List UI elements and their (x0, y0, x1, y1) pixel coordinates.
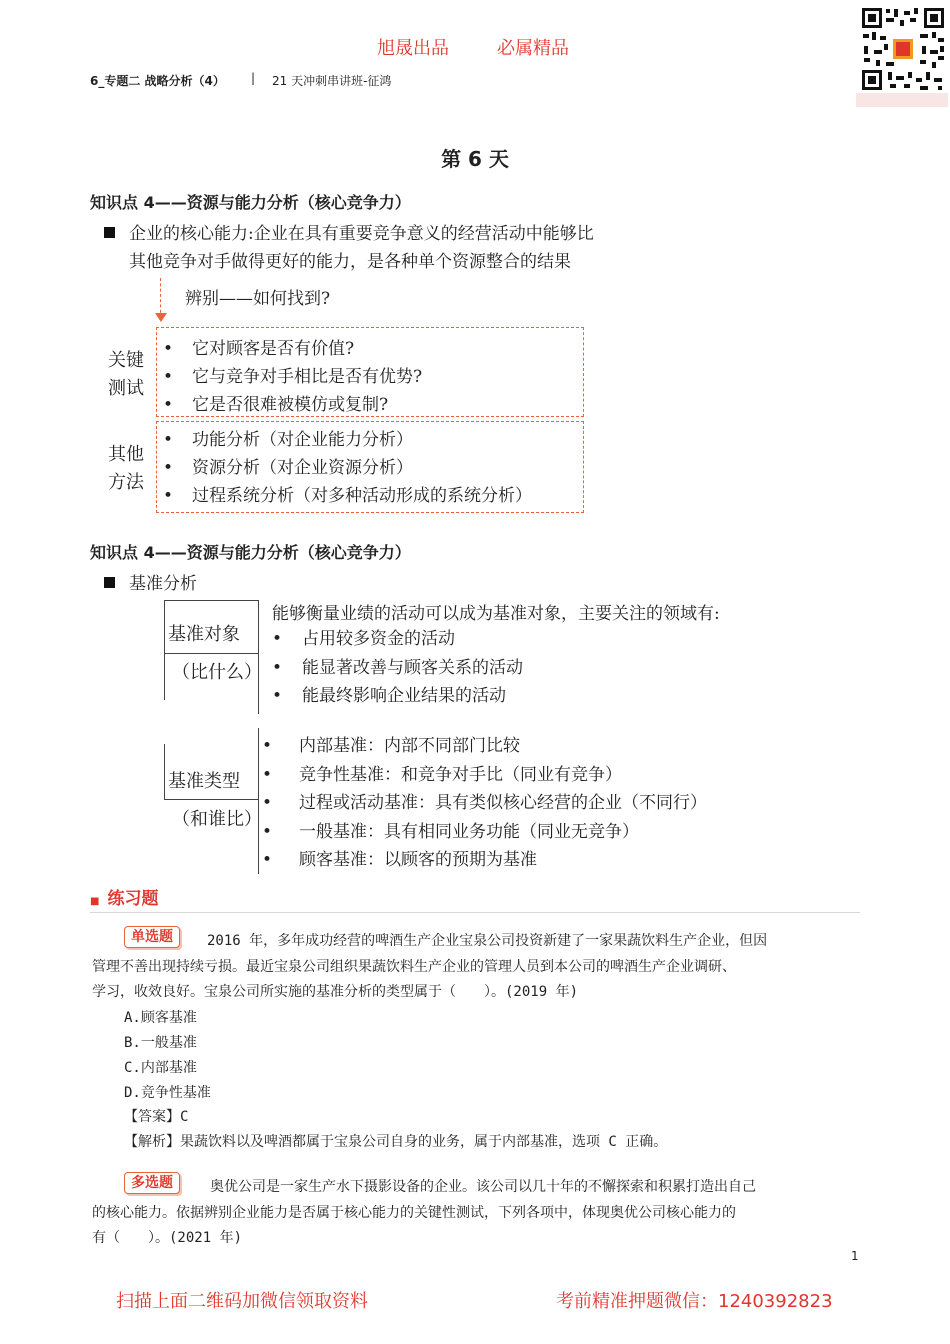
list-item: • 它与竞争对手相比是否有优势? (163, 367, 423, 387)
benchmark-object-intro: 能够衡量业绩的活动可以成为基准对象，主要关注的领域有: (272, 604, 720, 624)
benchmark-type-label: 基准类型 (168, 771, 240, 792)
kp1-definition-line1 (104, 219, 594, 244)
qr-caption-strip (856, 93, 948, 107)
course-name: 6_专题二 战略分析（4） (90, 74, 225, 88)
benchmark-object-sub: （比什么） (172, 662, 262, 683)
q2-stem-line1: 奥优公司是一家生产水下摄影设备的企业。该公司以几十年的不懈探索和积累打造出自己 (210, 1179, 756, 1195)
benchmark-type-sub: （和谁比） (172, 809, 262, 830)
option-d: D.竞争性基准 (124, 1085, 211, 1101)
list-item: • 它对顾客是否有价值? (163, 339, 355, 359)
practice-heading: ■ 练习题 (90, 889, 159, 909)
q1-stem-line1: 2016 年，多年成功经营的啤酒生产企业宝泉公司投资新建了一家果蔬饮料生产企业，但因 (207, 933, 768, 949)
key-test-list (163, 335, 422, 419)
benchmark-type-list (262, 732, 707, 875)
type-bracket-right (258, 728, 259, 874)
list-item: • 能显著改善与顾客关系的活动 (272, 657, 523, 678)
list-item: • 能最终影响企业结果的活动 (272, 686, 506, 706)
option-b: B.一般基准 (124, 1035, 197, 1051)
list-item: • 它是否很难被模仿或复制? (163, 395, 389, 415)
other-method-label-2: 方法 (108, 472, 144, 493)
footer-left: 扫描上面二维码加微信领取资料 (116, 1291, 368, 1312)
kp1-def-text1: 企业的核心能力:企业在具有重要竞争意义的经营活动中能够比 (129, 224, 594, 244)
other-method-label-1: 其他 (108, 444, 144, 465)
list-item: • 一般基准：具有相同业务功能（同业无竞争） (262, 821, 639, 842)
kp2-title: 知识点 4——资源与能力分析（核心竞争力） (90, 543, 411, 562)
class-name: 21 天冲刺串讲班-征鸿 (272, 74, 392, 88)
list-item: • 过程或活动基准：具有类似核心经营的企业（不同行） (262, 793, 707, 813)
list-item: • 资源分析（对企业资源分析） (163, 458, 413, 478)
benchmark-object-label: 基准对象 (168, 624, 240, 645)
small-square-icon: ■ (90, 896, 100, 907)
list-item: • 过程系统分析（对多种活动形成的系统分析） (163, 486, 532, 506)
object-bracket-right (258, 600, 259, 714)
square-bullet-icon (104, 227, 115, 238)
qr-code-image (860, 6, 946, 92)
footer-right: 考前精准押题微信：1240392823 (556, 1291, 833, 1312)
kp2-subtitle-text: 基准分析 (129, 574, 197, 594)
object-bracket-left (164, 600, 165, 700)
benchmark-object-list (272, 625, 523, 711)
list-item: • 功能分析（对企业能力分析） (163, 430, 413, 450)
page-number: 1 (851, 1249, 859, 1263)
list-item: • 内部基准：内部不同部门比较 (262, 736, 520, 756)
option-c: C.内部基准 (124, 1060, 197, 1076)
list-item: • 竞争性基准：和竞争对手比（同业有竞争） (262, 764, 622, 785)
option-a: A.顾客基准 (124, 1010, 197, 1026)
q1-answer: 【答案】C (124, 1109, 189, 1125)
q1-analysis: 【解析】果蔬饮料以及啤酒都属于宝泉公司自身的业务，属于内部基准，选项 C 正确。 (124, 1134, 668, 1150)
list-item: • 顾客基准：以顾客的预期为基准 (262, 850, 537, 870)
q2-stem-line2: 的核心能力。依据辨别企业能力是否属于核心能力的关键性测试，下列各项中，体现奥优公司核心能力的 (92, 1205, 736, 1221)
q1-stem-line2: 管理不善出现持续亏损。最近宝泉公司组织果蔬饮料生产企业的管理人员到本公司的啤酒生产企业调研、 (92, 959, 736, 975)
multiple-choice-tag: 多选题 (124, 1172, 180, 1194)
identify-label: 辨别——如何找到? (185, 289, 331, 309)
list-item: • 占用较多资金的活动 (272, 629, 455, 649)
arrow-down-icon (155, 313, 167, 322)
kp1-title: 知识点 4——资源与能力分析（核心竞争力） (90, 193, 411, 212)
other-method-list (163, 426, 532, 510)
square-bullet-icon (104, 577, 115, 588)
brand-left: 旭晟出品 (377, 38, 449, 59)
type-bracket-left (164, 744, 165, 800)
object-bracket-mid (164, 653, 258, 654)
key-test-label-1: 关键 (108, 350, 144, 371)
kp2-subtitle (104, 569, 197, 594)
single-choice-tag: 单选题 (124, 926, 180, 948)
identify-arrow-line (160, 278, 161, 318)
brand-right: 必属精品 (497, 38, 569, 59)
type-bracket-bottom (164, 799, 258, 800)
q2-stem-line3: 有（ ）。(2021 年) (92, 1230, 243, 1246)
header-separator: | (251, 71, 256, 85)
kp1-definition-line2: 其他竞争对手做得更好的能力，是各种单个资源整合的结果 (129, 252, 571, 272)
q1-options (124, 1006, 211, 1106)
day-title: 第 6 天 (441, 147, 509, 171)
key-test-label-2: 测试 (108, 378, 144, 399)
q1-stem-line3: 学习，收效良好。宝泉公司所实施的基准分析的类型属于（ ）。(2019 年) (92, 984, 578, 1000)
object-bracket-top (164, 600, 258, 601)
practice-divider (90, 912, 860, 913)
